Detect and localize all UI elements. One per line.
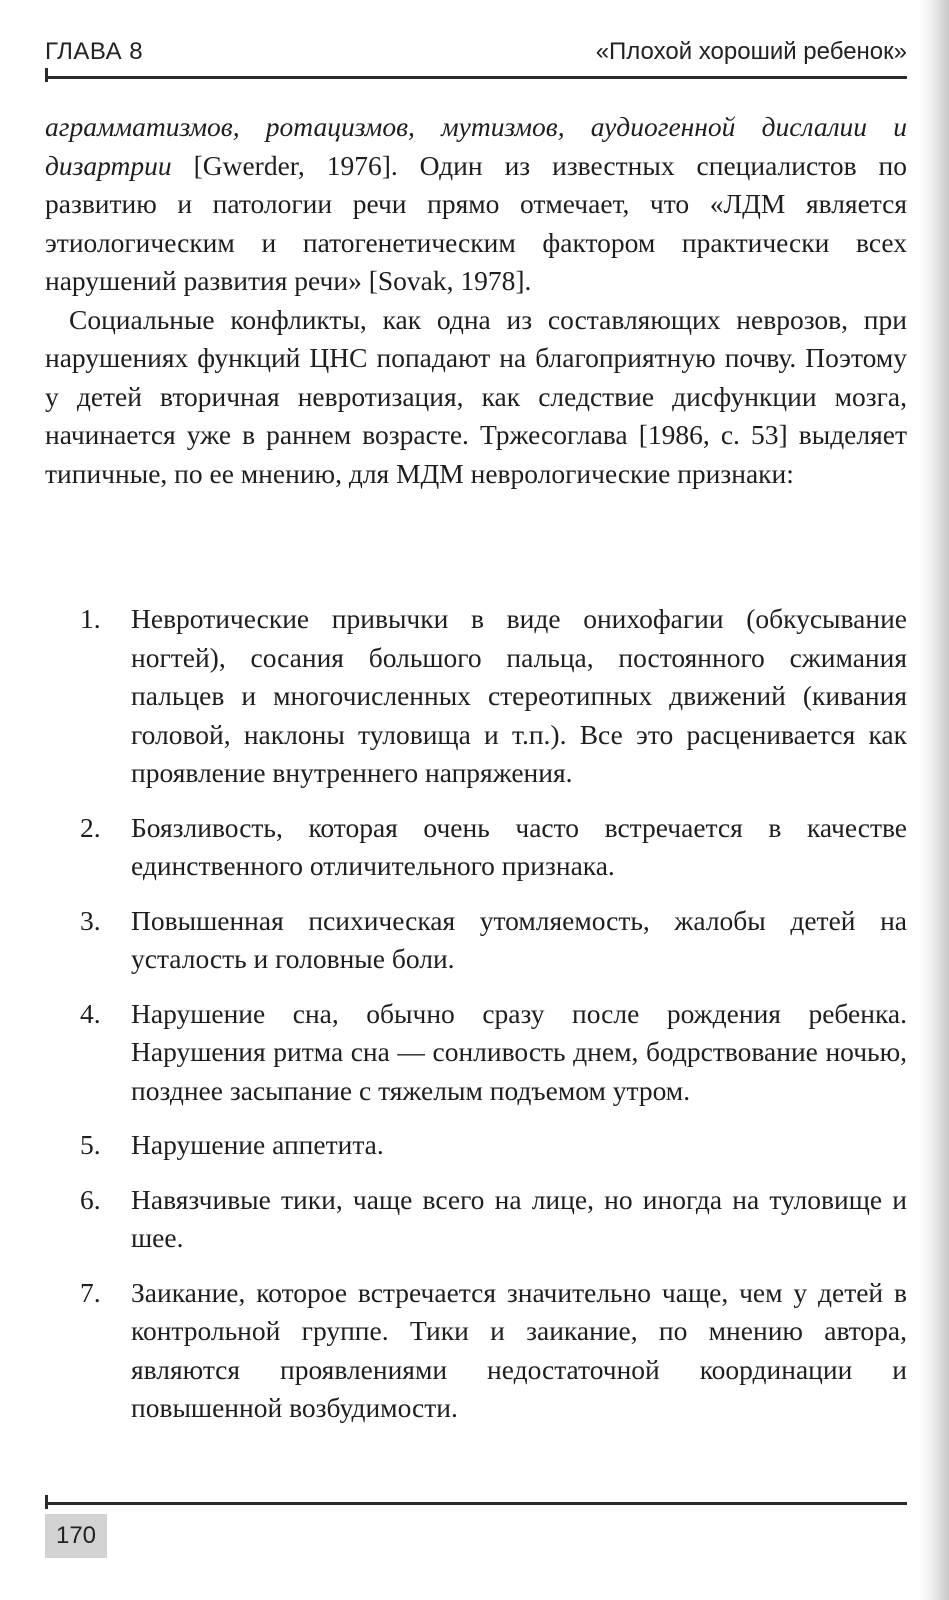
paragraph-2: Социальные конфликты, как одна из составляющих неврозов, при нарушениях функций ЦНС попадают на благоприятную почву. Поэтому у детей вторичная невротизация, как следствие дисфункции мозга, начинается уже в раннем возрасте. Тржесоглава [1986, с. 53] выделяет типичные, по ее мнению, для МДМ неврологические признаки: (45, 303, 907, 489)
list-item (45, 1181, 907, 1258)
header-rule (45, 76, 907, 79)
list-item-number: 6. (80, 1183, 101, 1215)
list-item-text: Навязчивые тики, чаще всего на лице, но иногда на туловище и шее. (131, 1183, 907, 1253)
list-item-text: Повышенная психическая утомляемость, жалобы детей на усталость и головные боли. (131, 904, 907, 974)
list-item (45, 809, 907, 886)
list-item-text: Заикание, которое встречается значительно чаще, чем у детей в контрольной группе. Тики и заикание, по мнению автора, являются проявлениями недостаточной координации и повышенной возбудимости. (131, 1276, 907, 1423)
page-edge-shadow (919, 0, 949, 1600)
list-item-text: Нарушение сна, обычно сразу после рождения ребенка. Нарушения ритма сна — сонливость днем, бодрствование ночью, позднее засыпание с тяжелым подъемом утром. (131, 997, 907, 1106)
page-header (45, 32, 907, 72)
body-text (45, 108, 907, 493)
list-item-number: 2. (80, 811, 101, 843)
paragraph-1 (45, 108, 907, 301)
list-item (45, 902, 907, 979)
page-number: 170 (45, 1514, 107, 1558)
list-item (45, 1274, 907, 1428)
list-item-number: 3. (80, 904, 101, 936)
list-item-text: Нарушение аппетита. (131, 1129, 384, 1160)
list-item (45, 995, 907, 1111)
list-item (45, 1126, 907, 1165)
list-item (45, 600, 907, 793)
list-item-number: 1. (80, 603, 101, 634)
symptom-list (45, 600, 907, 1444)
running-title: «Плохой хороший ребенок» (595, 38, 907, 65)
paragraph-1-italic: аграмматизмов, ротацизмов, мутизмов, аудиогенной дислалии и дизартрии (45, 111, 907, 181)
paragraph-1-text: [Gwerder, 1976]. Один из известных специалистов по развитию и патологии речи прямо отмечает, что «ЛДМ является этиологическим и патогенетическим фактором практически всех нарушений развития речи» [Sovak, 1978]. (45, 149, 907, 296)
chapter-label: ГЛАВА 8 (45, 38, 144, 65)
list-item-number: 4. (80, 997, 101, 1029)
list-item-text: Невротические привычки в виде онихофагии (обкусывание ногтей), сосания большого пальца, постоянного сжимания пальцев и многочисленных стереотипных движений (кивания головой, наклоны туловища и т.п.). Все это расценивается как проявление внутреннего напряжения. (131, 603, 907, 788)
header-rule-tick (45, 68, 48, 82)
list-item-text: Боязливость, которая очень часто встречается в качестве единственного отличительного признака. (131, 811, 907, 881)
footer-rule (45, 1502, 907, 1505)
list-item-number: 5. (80, 1129, 101, 1160)
list-item-number: 7. (80, 1276, 101, 1308)
